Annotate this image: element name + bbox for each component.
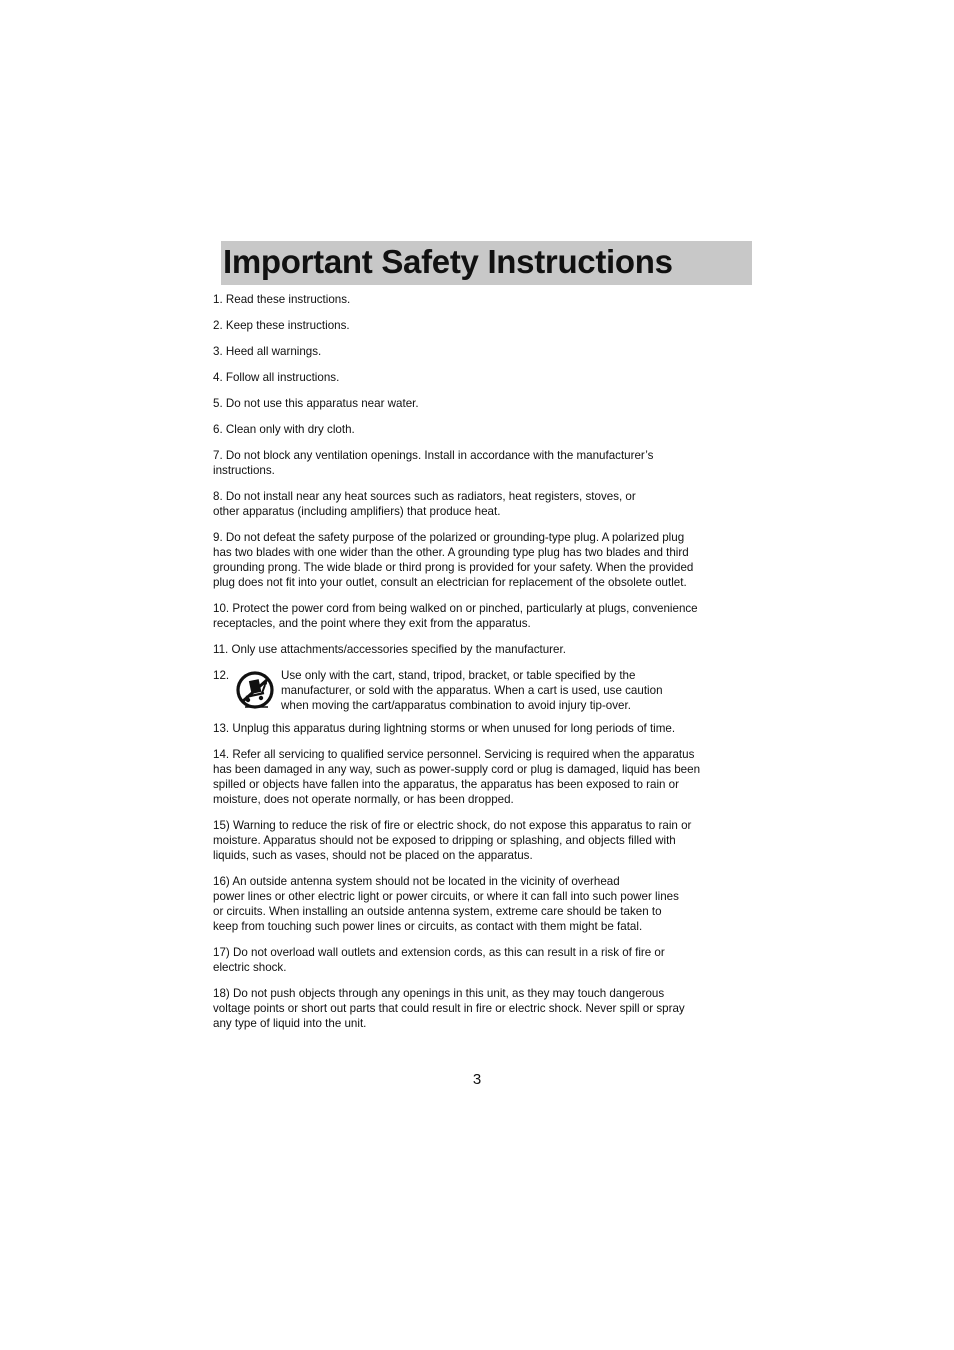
text-line: 9. Do not defeat the safety purpose of the polarized or grounding-type plug. A polarized plug [213, 531, 685, 544]
text-line: any type of liquid into the unit. [213, 1017, 367, 1030]
text-line: grounding prong. The wide blade or third prong is provided for your safety. When the provided [213, 561, 694, 574]
text-line: electric shock. [213, 961, 287, 974]
list-item: 1. Read these instructions. [213, 293, 351, 306]
text-line: manufacturer, or sold with the apparatus. When a cart is used, use caution [281, 684, 663, 697]
text-line: has two blades with one wider than the other. A grounding type plug has two blades and third [213, 546, 689, 559]
list-item [213, 489, 758, 519]
list-item [213, 747, 758, 807]
text-line: liquids, such as vases, should not be placed on the apparatus. [213, 849, 533, 862]
text-line: spilled or objects have fallen into the apparatus, the apparatus has been exposed to rain or [213, 778, 679, 791]
list-item: 5. Do not use this apparatus near water. [213, 397, 419, 410]
text-line: 15) Warning to reduce the risk of fire or electric shock, do not expose this apparatus to rain or [213, 819, 692, 832]
list-item: 3. Heed all warnings. [213, 345, 322, 358]
list-item [213, 986, 758, 1031]
list-item [213, 601, 758, 631]
list-item: 13. Unplug this apparatus during lightning storms or when unused for long periods of time. [213, 722, 676, 735]
text-line: plug does not fit into your outlet, consult an electrician for replacement of the obsolete outlet. [213, 576, 687, 589]
text-line: Use only with the cart, stand, tripod, bracket, or table specified by the [281, 669, 636, 682]
list-item: 6. Clean only with dry cloth. [213, 423, 355, 436]
text-line: 8. Do not install near any heat sources such as radiators, heat registers, stoves, or [213, 490, 636, 503]
text-line: or circuits. When installing an outside antenna system, extreme care should be taken to [213, 905, 662, 918]
text-line: 10. Protect the power cord from being walked on or pinched, particularly at plugs, convenience [213, 602, 698, 615]
text-line: other apparatus (including amplifiers) that produce heat. [213, 505, 501, 518]
text-line: voltage points or short out parts that could result in fire or electric shock. Never spill or spray [213, 1002, 685, 1015]
list-item [213, 874, 758, 934]
text-line: 7. Do not block any ventilation openings. Install in accordance with the manufacturer’s [213, 449, 654, 462]
list-item [213, 818, 758, 863]
title-banner [221, 241, 752, 285]
list-item [213, 448, 758, 478]
text-line: 14. Refer all servicing to qualified service personnel. Servicing is required when the apparatus [213, 748, 695, 761]
text-line: moisture, does not operate normally, or has been dropped. [213, 793, 514, 806]
list-item-12 [213, 668, 758, 712]
text-line: when moving the cart/apparatus combination to avoid injury tip-over. [281, 699, 631, 712]
cart-tip-over-warning-icon [234, 671, 276, 709]
page-title: Important Safety Instructions [223, 243, 673, 280]
text-line: receptacles, and the point where they exit from the apparatus. [213, 617, 531, 630]
text-line: 16) An outside antenna system should not be located in the vicinity of overhead [213, 875, 620, 888]
page-number: 3 [472, 1071, 482, 1088]
list-item-number: 12. [213, 669, 230, 682]
text-line: instructions. [213, 464, 275, 477]
text-line: keep from touching such power lines or circuits, as contact with them might be fatal. [213, 920, 643, 933]
text-line: power lines or other electric light or power circuits, or where it can fall into such power lines [213, 890, 679, 903]
list-item-text [281, 668, 663, 713]
text-line: 18) Do not push objects through any openings in this unit, as they may touch dangerous [213, 987, 665, 1000]
text-line: 17) Do not overload wall outlets and extension cords, as this can result in a risk of fire or [213, 946, 665, 959]
text-line: has been damaged in any way, such as power-supply cord or plug is damaged, liquid has been [213, 763, 701, 776]
list-item [213, 945, 758, 975]
list-item: 11. Only use attachments/accessories specified by the manufacturer. [213, 643, 566, 656]
list-item: 4. Follow all instructions. [213, 371, 340, 384]
list-item: 2. Keep these instructions. [213, 319, 350, 332]
list-item [213, 530, 758, 590]
text-line: moisture. Apparatus should not be exposed to dripping or splashing, and objects filled with [213, 834, 676, 847]
instructions-list [213, 292, 758, 1042]
